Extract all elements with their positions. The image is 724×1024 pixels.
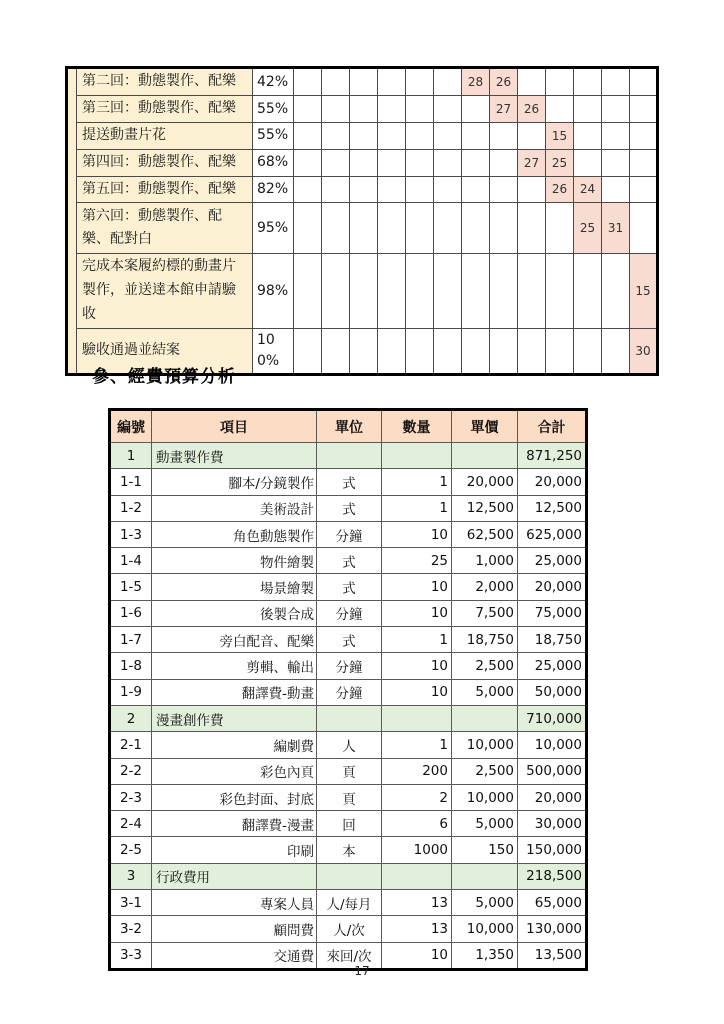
gantt-grid-cell [294, 176, 322, 203]
budget-row [110, 784, 587, 810]
budget-qty-cell: 1000 [382, 837, 452, 863]
budget-unit-cell: 回 [317, 811, 382, 837]
gantt-mark-cell: 25 [574, 203, 602, 254]
gantt-grid-cell [630, 123, 658, 150]
budget-category-row [110, 705, 587, 731]
gantt-grid-cell [322, 96, 350, 123]
budget-id-cell: 1-2 [110, 495, 152, 521]
gantt-grid-cell [630, 176, 658, 203]
budget-header-cell: 項目 [152, 410, 317, 443]
budget-table [108, 408, 588, 971]
gantt-grid-cell [406, 123, 434, 150]
budget-id-cell: 3-3 [110, 942, 152, 969]
gantt-grid-cell [378, 149, 406, 176]
gantt-grid-cell [602, 123, 630, 150]
gantt-grid-cell [378, 96, 406, 123]
gantt-mark-cell: 26 [518, 96, 546, 123]
gantt-grid-cell [406, 254, 434, 328]
budget-total-cell: 12,500 [518, 495, 587, 521]
budget-total-cell: 25,000 [518, 653, 587, 679]
gantt-grid-cell [630, 96, 658, 123]
gantt-grid-cell [322, 203, 350, 254]
budget-price-cell: 10,000 [452, 916, 518, 942]
budget-item-cell: 彩色內頁 [152, 758, 317, 784]
gantt-mark-cell: 31 [602, 203, 630, 254]
budget-id-cell: 1-4 [110, 548, 152, 574]
budget-qty-cell: 25 [382, 548, 452, 574]
gantt-grid-cell [602, 254, 630, 328]
gantt-mark-cell: 30 [630, 328, 658, 374]
gantt-grid-cell [602, 176, 630, 203]
budget-unit-cell: 來回/次 [317, 942, 382, 969]
gantt-grid-cell [378, 328, 406, 374]
budget-total-cell: 18,750 [518, 627, 587, 653]
gantt-grid-cell [574, 328, 602, 374]
gantt-percent-cell: 82% [253, 176, 294, 203]
gantt-mark-cell: 24 [574, 176, 602, 203]
gantt-grid-cell [294, 328, 322, 374]
budget-header-cell: 單價 [452, 410, 518, 443]
budget-item-cell: 旁白配音、配樂 [152, 627, 317, 653]
gantt-grid-cell [350, 123, 378, 150]
gantt-grid-cell [350, 328, 378, 374]
gantt-grid-cell [322, 254, 350, 328]
budget-id-cell: 1-1 [110, 469, 152, 495]
budget-price-cell: 10,000 [452, 784, 518, 810]
gantt-mark-cell: 25 [546, 149, 574, 176]
budget-item-cell: 漫畫創作費 [152, 705, 317, 731]
gantt-grid-cell [294, 149, 322, 176]
gantt-grid-cell [490, 149, 518, 176]
budget-id-cell: 1 [110, 443, 152, 469]
gantt-row [67, 203, 658, 254]
gantt-mark-cell: 27 [518, 149, 546, 176]
gantt-grid-cell [406, 96, 434, 123]
budget-qty-cell: 13 [382, 890, 452, 916]
gantt-grid-cell [434, 68, 462, 96]
gantt-grid-cell [462, 254, 490, 328]
gantt-percent-cell: 42% [253, 68, 294, 96]
gantt-grid-cell [322, 68, 350, 96]
gantt-grid-cell [378, 176, 406, 203]
gantt-grid-cell [294, 68, 322, 96]
budget-price-cell: 2,500 [452, 653, 518, 679]
budget-qty-cell: 10 [382, 679, 452, 705]
budget-price-cell: 150 [452, 837, 518, 863]
budget-id-cell: 1-8 [110, 653, 152, 679]
gantt-grid-cell [546, 203, 574, 254]
budget-item-cell: 編劇費 [152, 732, 317, 758]
budget-unit-cell: 分鐘 [317, 679, 382, 705]
gantt-grid-cell [518, 203, 546, 254]
budget-row [110, 521, 587, 547]
budget-total-cell: 130,000 [518, 916, 587, 942]
budget-qty-cell: 10 [382, 574, 452, 600]
budget-qty-cell: 10 [382, 942, 452, 969]
gantt-grid-cell [462, 149, 490, 176]
budget-qty-cell: 1 [382, 627, 452, 653]
budget-total-cell: 20,000 [518, 784, 587, 810]
budget-qty-cell: 13 [382, 916, 452, 942]
gantt-grid-cell [294, 254, 322, 328]
budget-id-cell: 2 [110, 705, 152, 731]
budget-total-cell: 30,000 [518, 811, 587, 837]
gantt-task-cell: 完成本案履約標的動畫片製作，並送達本館申請驗收 [77, 254, 253, 328]
budget-price-cell [452, 705, 518, 731]
budget-header-cell: 合計 [518, 410, 587, 443]
gantt-grid-cell [546, 254, 574, 328]
gantt-row [67, 176, 658, 203]
budget-id-cell: 3-2 [110, 916, 152, 942]
gantt-mark-cell: 26 [546, 176, 574, 203]
budget-price-cell: 1,000 [452, 548, 518, 574]
gantt-task-cell: 第六回：動態製作、配樂、配對白 [77, 203, 253, 254]
budget-price-cell: 12,500 [452, 495, 518, 521]
budget-row [110, 469, 587, 495]
gantt-mark-cell: 28 [462, 68, 490, 96]
budget-total-cell: 20,000 [518, 574, 587, 600]
gantt-row [67, 96, 658, 123]
gantt-grid-cell [490, 328, 518, 374]
gantt-grid-cell [294, 203, 322, 254]
gantt-grid-cell [350, 176, 378, 203]
budget-unit-cell: 頁 [317, 784, 382, 810]
budget-qty-cell [382, 705, 452, 731]
gantt-grid-cell [406, 328, 434, 374]
gantt-grid-cell [434, 176, 462, 203]
budget-row [110, 653, 587, 679]
budget-row [110, 574, 587, 600]
gantt-grid-cell [350, 149, 378, 176]
budget-total-cell: 13,500 [518, 942, 587, 969]
gantt-grid-cell [462, 176, 490, 203]
gantt-mark-cell: 26 [490, 68, 518, 96]
budget-row [110, 837, 587, 863]
budget-unit-cell: 人/次 [317, 916, 382, 942]
budget-header-cell: 編號 [110, 410, 152, 443]
gantt-grid-cell [378, 254, 406, 328]
budget-item-cell: 動畫製作費 [152, 443, 317, 469]
gantt-percent-cell: 98% [253, 254, 294, 328]
gantt-grid-cell [322, 176, 350, 203]
gantt-grid-cell [378, 68, 406, 96]
gantt-task-cell: 第三回：動態製作、配樂 [77, 96, 253, 123]
gantt-task-cell: 第二回：動態製作、配樂 [77, 68, 253, 96]
budget-unit-cell: 式 [317, 574, 382, 600]
gantt-row [67, 254, 658, 328]
budget-row [110, 732, 587, 758]
budget-price-cell: 20,000 [452, 469, 518, 495]
gantt-grid-cell [574, 68, 602, 96]
budget-item-cell: 角色動態製作 [152, 521, 317, 547]
budget-price-cell [452, 863, 518, 889]
gantt-percent-cell: 55% [253, 123, 294, 150]
budget-qty-cell: 1 [382, 495, 452, 521]
gantt-grid-cell [434, 203, 462, 254]
budget-item-cell: 專案人員 [152, 890, 317, 916]
progress-schedule-table [65, 66, 659, 376]
gantt-task-cell: 提送動畫片花 [77, 123, 253, 150]
budget-row [110, 758, 587, 784]
budget-item-cell: 後製合成 [152, 600, 317, 626]
budget-header-row [110, 410, 587, 443]
budget-header-cell: 數量 [382, 410, 452, 443]
budget-category-row [110, 443, 587, 469]
budget-unit-cell: 式 [317, 548, 382, 574]
budget-category-row [110, 863, 587, 889]
gantt-grid-cell [434, 328, 462, 374]
gantt-task-cell: 驗收通過並結案 [77, 328, 253, 374]
gantt-grid-cell [602, 328, 630, 374]
gantt-grid-cell [406, 68, 434, 96]
budget-id-cell: 2-4 [110, 811, 152, 837]
gantt-grid-cell [518, 176, 546, 203]
gantt-grid-cell [350, 96, 378, 123]
budget-item-cell: 交通費 [152, 942, 317, 969]
budget-total-cell: 75,000 [518, 600, 587, 626]
budget-unit-cell: 人 [317, 732, 382, 758]
gantt-grid-cell [574, 254, 602, 328]
budget-unit-cell: 頁 [317, 758, 382, 784]
budget-price-cell: 7,500 [452, 600, 518, 626]
budget-header-cell: 單位 [317, 410, 382, 443]
section-heading: 參、經費預算分析 [92, 367, 236, 387]
budget-qty-cell: 10 [382, 653, 452, 679]
gantt-grid-cell [406, 203, 434, 254]
gantt-row [67, 123, 658, 150]
gantt-task-cell: 第四回：動態製作、配樂 [77, 149, 253, 176]
gantt-grid-cell [518, 68, 546, 96]
budget-unit-cell [317, 705, 382, 731]
gantt-mark-cell: 15 [546, 123, 574, 150]
budget-qty-cell: 10 [382, 521, 452, 547]
gantt-grid-cell [434, 254, 462, 328]
budget-total-cell: 500,000 [518, 758, 587, 784]
budget-total-cell: 218,500 [518, 863, 587, 889]
budget-row [110, 627, 587, 653]
budget-item-cell: 顧問費 [152, 916, 317, 942]
budget-item-cell: 場景繪製 [152, 574, 317, 600]
budget-row [110, 811, 587, 837]
gantt-grid-cell [602, 96, 630, 123]
gantt-grid-cell [406, 176, 434, 203]
budget-id-cell: 3-1 [110, 890, 152, 916]
budget-total-cell: 65,000 [518, 890, 587, 916]
budget-item-cell: 行政費用 [152, 863, 317, 889]
budget-price-cell: 2,500 [452, 758, 518, 784]
gantt-percent-cell: 68% [253, 149, 294, 176]
budget-total-cell: 20,000 [518, 469, 587, 495]
gantt-percent-cell: 100% [253, 328, 294, 374]
budget-qty-cell: 1 [382, 469, 452, 495]
gantt-grid-cell [490, 254, 518, 328]
budget-id-cell: 3 [110, 863, 152, 889]
budget-id-cell: 2-2 [110, 758, 152, 784]
budget-row [110, 548, 587, 574]
budget-id-cell: 1-9 [110, 679, 152, 705]
gantt-grid-cell [434, 96, 462, 123]
gantt-grid-cell [490, 176, 518, 203]
gantt-grid-cell [490, 123, 518, 150]
budget-unit-cell: 式 [317, 469, 382, 495]
gantt-grid-cell [490, 203, 518, 254]
budget-price-cell: 2,000 [452, 574, 518, 600]
gantt-grid-cell [462, 203, 490, 254]
budget-id-cell: 2-1 [110, 732, 152, 758]
gantt-grid-cell [322, 328, 350, 374]
budget-qty-cell: 200 [382, 758, 452, 784]
gantt-mark-cell: 15 [630, 254, 658, 328]
gantt-grid-cell [434, 149, 462, 176]
budget-qty-cell [382, 863, 452, 889]
budget-item-cell: 彩色封面、封底 [152, 784, 317, 810]
gantt-grid-cell [462, 328, 490, 374]
budget-row [110, 600, 587, 626]
gantt-grid-cell [406, 149, 434, 176]
budget-price-cell: 5,000 [452, 679, 518, 705]
budget-unit-cell: 人/每月 [317, 890, 382, 916]
budget-item-cell: 剪輯、輸出 [152, 653, 317, 679]
budget-item-cell: 腳本/分鏡製作 [152, 469, 317, 495]
budget-total-cell: 50,000 [518, 679, 587, 705]
budget-unit-cell: 式 [317, 495, 382, 521]
budget-qty-cell: 10 [382, 600, 452, 626]
gantt-grid-cell [294, 96, 322, 123]
gantt-grid-cell [462, 123, 490, 150]
budget-total-cell: 625,000 [518, 521, 587, 547]
gantt-grid-cell [350, 254, 378, 328]
gantt-percent-cell: 95% [253, 203, 294, 254]
budget-total-cell: 150,000 [518, 837, 587, 863]
budget-price-cell: 18,750 [452, 627, 518, 653]
budget-price-cell: 1,350 [452, 942, 518, 969]
budget-unit-cell [317, 443, 382, 469]
gantt-row [67, 149, 658, 176]
budget-total-cell: 871,250 [518, 443, 587, 469]
budget-id-cell: 1-7 [110, 627, 152, 653]
budget-id-cell: 2-5 [110, 837, 152, 863]
budget-row [110, 916, 587, 942]
budget-qty-cell: 6 [382, 811, 452, 837]
gantt-grid-cell [518, 254, 546, 328]
budget-unit-cell: 分鐘 [317, 600, 382, 626]
gantt-grid-cell [574, 123, 602, 150]
gantt-grid-cell [602, 68, 630, 96]
budget-id-cell: 1-3 [110, 521, 152, 547]
budget-row [110, 495, 587, 521]
budget-row [110, 890, 587, 916]
budget-price-cell: 62,500 [452, 521, 518, 547]
gantt-grid-cell [294, 123, 322, 150]
gantt-grid-cell [546, 96, 574, 123]
gantt-grid-cell [630, 149, 658, 176]
budget-total-cell: 10,000 [518, 732, 587, 758]
budget-unit-cell [317, 863, 382, 889]
budget-item-cell: 印刷 [152, 837, 317, 863]
budget-id-cell: 2-3 [110, 784, 152, 810]
budget-item-cell: 翻譯費-漫畫 [152, 811, 317, 837]
page-number: 17 [354, 964, 370, 978]
budget-id-cell: 1-6 [110, 600, 152, 626]
budget-price-cell: 5,000 [452, 811, 518, 837]
gantt-stub-cell [67, 68, 77, 375]
gantt-grid-cell [546, 68, 574, 96]
budget-qty-cell [382, 443, 452, 469]
gantt-grid-cell [378, 123, 406, 150]
gantt-row [67, 68, 658, 96]
gantt-grid-cell [350, 68, 378, 96]
gantt-grid-cell [378, 203, 406, 254]
gantt-grid-cell [630, 68, 658, 96]
budget-total-cell: 25,000 [518, 548, 587, 574]
budget-unit-cell: 本 [317, 837, 382, 863]
budget-unit-cell: 分鐘 [317, 521, 382, 547]
gantt-mark-cell: 27 [490, 96, 518, 123]
budget-item-cell: 美術設計 [152, 495, 317, 521]
gantt-percent-cell: 55% [253, 96, 294, 123]
gantt-grid-cell [630, 203, 658, 254]
gantt-task-cell: 第五回：動態製作、配樂 [77, 176, 253, 203]
budget-price-cell: 5,000 [452, 890, 518, 916]
gantt-grid-cell [518, 328, 546, 374]
gantt-grid-cell [434, 123, 462, 150]
budget-unit-cell: 分鐘 [317, 653, 382, 679]
budget-price-cell: 10,000 [452, 732, 518, 758]
budget-item-cell: 物件繪製 [152, 548, 317, 574]
gantt-grid-cell [462, 96, 490, 123]
gantt-grid-cell [322, 123, 350, 150]
budget-row [110, 679, 587, 705]
budget-total-cell: 710,000 [518, 705, 587, 731]
gantt-grid-cell [546, 328, 574, 374]
gantt-grid-cell [322, 149, 350, 176]
gantt-grid-cell [574, 149, 602, 176]
gantt-grid-cell [602, 149, 630, 176]
budget-id-cell: 1-5 [110, 574, 152, 600]
gantt-grid-cell [518, 123, 546, 150]
gantt-grid-cell [350, 203, 378, 254]
budget-qty-cell: 2 [382, 784, 452, 810]
gantt-grid-cell [574, 96, 602, 123]
budget-price-cell [452, 443, 518, 469]
budget-qty-cell: 1 [382, 732, 452, 758]
budget-item-cell: 翻譯費-動畫 [152, 679, 317, 705]
budget-unit-cell: 式 [317, 627, 382, 653]
